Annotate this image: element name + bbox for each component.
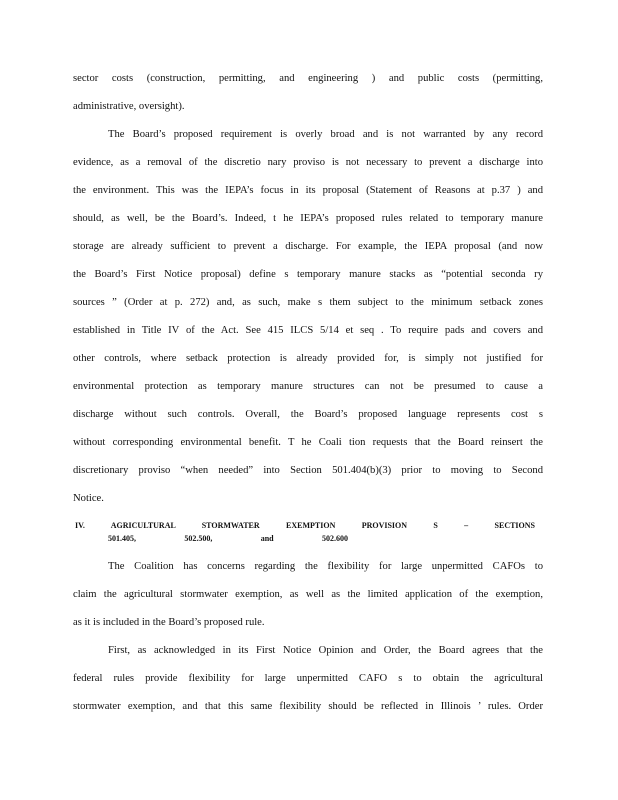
text-line: The Coalition has concerns regarding the flexibility for large unpermitted CAFOs to [108,561,543,572]
text-line: The Board’s proposed requirement is overly broad and is not warranted by any record [108,129,543,140]
text-line: discharge without such controls. Overall, the Board’s proposed language represents cost s [73,409,543,420]
text-line: the Board’s First Notice proposal) define s temporary manure stacks as “potential seconda ry [73,269,543,280]
text-line: the environment. This was the IEPA’s focus in its proposal (Statement of Reasons at p.37 ) and [73,185,543,196]
text-line: other controls, where setback protection is already provided for, is simply not justified for [73,353,543,364]
text-line: claim the agricultural stormwater exemption, as well as the limited application of the exemption, [73,589,543,600]
text-line: discretionary proviso “when needed” into Section 501.404(b)(3) prior to moving to Second [73,465,543,476]
text-line: sector costs (construction, permitting, and engineering ) and public costs (permitting, [73,73,543,84]
section-heading-subline: 501.405, 502.500, and 502.600 [108,534,348,543]
text-line: evidence, as a removal of the discretio nary proviso is not necessary to prevent a discharge into [73,157,543,168]
text-line: established in Title IV of the Act. See 415 ILCS 5/14 et seq . To require pads and covers and [73,325,543,336]
text-line: as it is included in the Board’s proposed rule. [73,617,265,628]
text-line: without corresponding environmental benefit. T he Coali tion requests that the Board reinsert the [73,437,543,448]
text-line: sources ” (Order at p. 272) and, as such, make s them subject to the minimum setback zones [73,297,543,308]
text-line: storage are already sufficient to prevent a discharge. For example, the IEPA proposal (and now [73,241,543,252]
text-line: First, as acknowledged in its First Notice Opinion and Order, the Board agrees that the [108,645,543,656]
text-line: stormwater exemption, and that this same flexibility should be reflected in Illinois ’ rules. Order [73,701,543,712]
section-heading: IV. AGRICULTURAL STORMWATER EXEMPTION PROVISION S – SECTIONS [75,521,535,530]
text-line: administrative, oversight). [73,101,185,112]
text-line: federal rules provide flexibility for large unpermitted CAFO s to obtain the agricultural [73,673,543,684]
text-line: should, as well, be the Board’s. Indeed, t he IEPA’s proposed rules related to temporary manure [73,213,543,224]
text-line: environmental protection as temporary manure structures can not be presumed to cause a [73,381,543,392]
text-line: Notice. [73,493,104,504]
